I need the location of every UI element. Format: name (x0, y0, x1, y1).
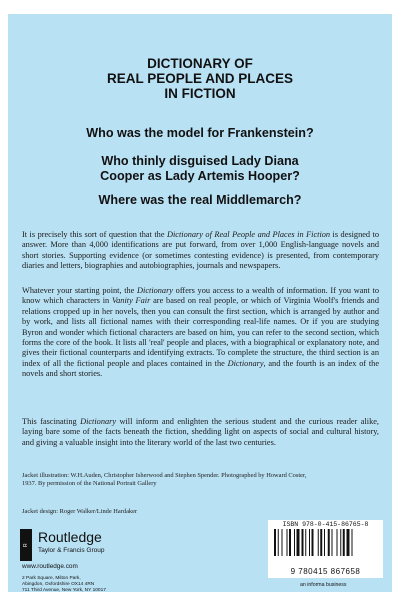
title-line-2: REAL PEOPLE AND PLACES (106, 71, 294, 86)
question-frankenstein: Who was the model for Frankenstein? (86, 126, 314, 140)
p2-italic-c: Dictionary (227, 358, 264, 368)
p1-text-b: is designed to answer. More than 4,000 identifications are put forward, from over 1,000 English-language novels and short stories. Supporting evidence (or sometimes contesting evidence) is presented, from contemporary diaries and letters, biographies and autobiographies, journals and newspapers. (22, 230, 379, 271)
jacket-design-credit: Jacket design: Roger Walker/Linde Hardaker (22, 508, 138, 515)
description-paragraph-1 (22, 230, 379, 272)
publisher-name: Routledge (38, 529, 102, 545)
p2-italic-a: Dictionary (137, 286, 173, 295)
address-line-1: 2 Park Square, Milton Park, (22, 576, 81, 581)
barcode-icon (274, 529, 378, 565)
address-line-3: 711 Third Avenue, New York, NY 10017 (22, 588, 106, 592)
book-back-cover (8, 14, 392, 592)
p1-italic-a: Dictionary of Real People and Places in Fiction (167, 230, 331, 239)
title-line-1: DICTIONARY OF (147, 56, 253, 71)
publisher-website: www.routledge.com (22, 563, 78, 570)
p2-text-b: offers you access to a wealth of information. If you want to know which characters in (22, 286, 379, 306)
question-lady-diana-line-2: Cooper as Lady Artemis Hooper? (100, 169, 300, 183)
question-middlemarch: Where was the real Middlemarch? (98, 193, 302, 207)
p2-text-d: , and the fourth is an index of the novels and short stories. (22, 358, 380, 379)
p3-italic-a: Dictionary (80, 417, 117, 426)
title-line-3: IN FICTION (164, 86, 236, 101)
address-line-2: Abingdon, Oxfordshire OX14 4RN (22, 582, 95, 587)
p3-text-b: will inform and enlighten the serious student and the curious reader alike, laying bare some of the facts beneath the fiction, shedding light on aspects of social and cultural history, and giving a valuable insight into the literary world of the last two centuries. (22, 417, 379, 447)
description-paragraph-3 (22, 417, 379, 448)
publisher-address (22, 576, 162, 592)
p2-text-a: Whatever your starting point, the (22, 286, 138, 295)
jacket-illustration-credit: Jacket illustration: W.H.Auden, Christopher Isherwood and Stephen Spender. Photographed by Howard Coster, 1937. By permission of the National Portrait Gallery (22, 472, 307, 487)
isbn-number: ISBN 978-0-415-86765-8 (282, 521, 369, 528)
publisher-group: Taylor & Francis Group (38, 547, 105, 554)
p1-text-a: It is precisely this sort of question that the (22, 230, 167, 239)
p2-text-c: are based on real people, or which of Virginia Woolf's friends and relations cropped up in her novels, then you can consult the first section, which is arranged by author and by work, and lists all fictional names with their corresponding real-life names. Or if you are studying Byron and wonder which fictional characters are based on him, you can refer to the second section, which forms the core of the book. It lists all 'real' people and places, with a biographical or explanatory note, and gives their fictional counterparts and identifying extracts. To complete the structure, the third section is an index of all the fictional people and places contained in the (22, 296, 379, 368)
book-title (8, 56, 392, 101)
question-lady-diana (8, 154, 392, 184)
description-paragraph-2 (22, 286, 379, 380)
question-lady-diana-line-1: Who thinly disguised Lady Diana (101, 154, 299, 168)
p2-italic-b: Vanity Fair (112, 296, 151, 306)
barcode-digits: 9 780415 867658 (290, 567, 361, 576)
isbn-barcode (268, 520, 383, 578)
routledge-r-icon: R (20, 529, 32, 561)
p3-text-a: This fascinating (22, 417, 81, 426)
informa-tagline: an informa business (300, 582, 347, 588)
